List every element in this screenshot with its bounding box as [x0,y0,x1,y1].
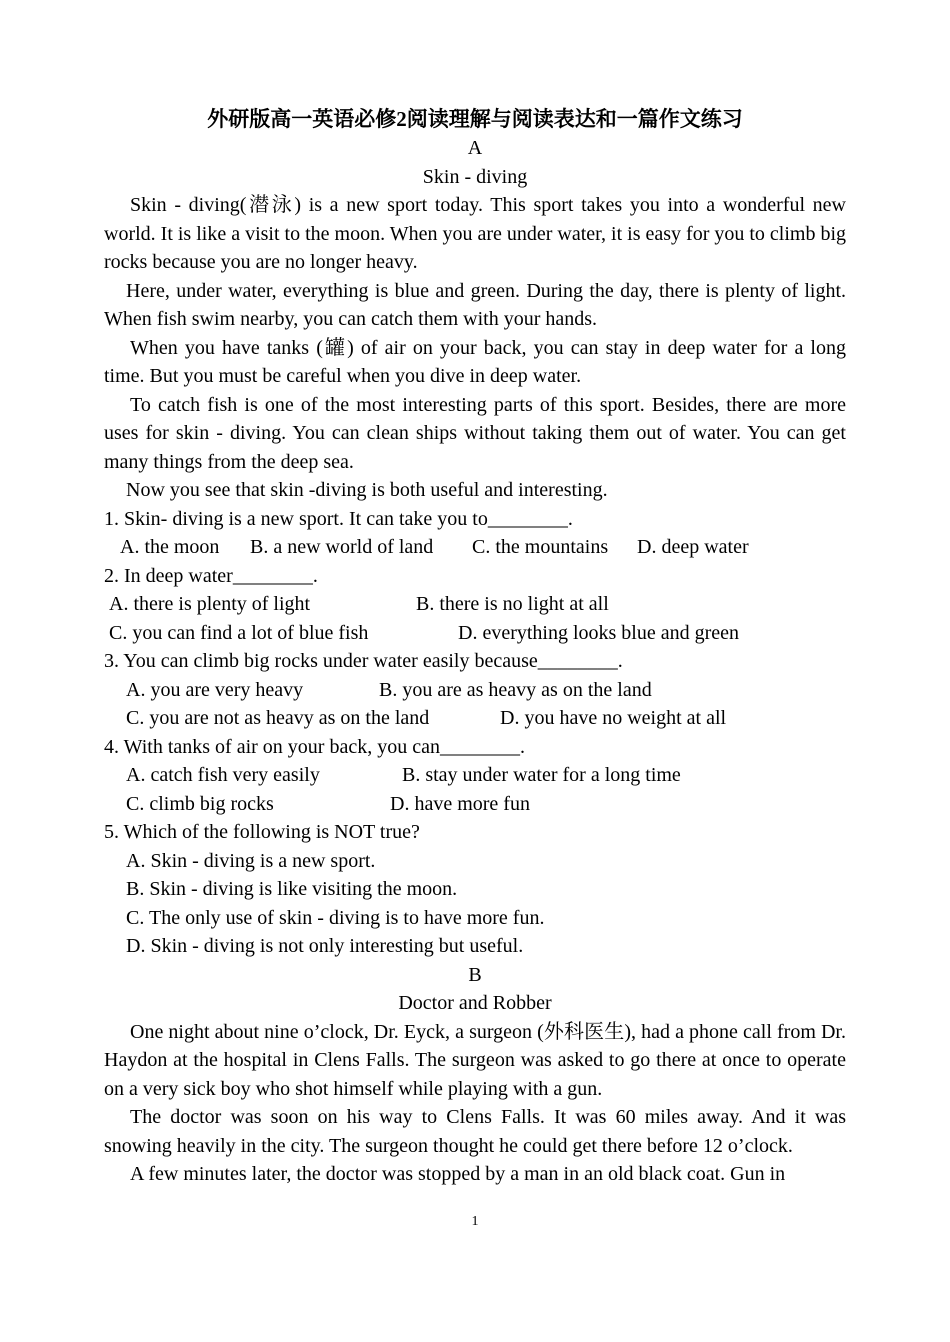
option-d: D. you have no weight at all [500,707,727,729]
option-b: B. you are as heavy as on the land [379,678,652,701]
option-d: D. Skin - diving is not only interesting but useful. [126,935,524,957]
question-options [104,790,846,819]
question-options [104,619,846,648]
option-a: A. there is plenty of light [109,593,311,615]
passage-b-paragraph: A few minutes later, the doctor was stopped by a man in an old black coat. Gun in [130,1163,786,1185]
option-a: A. you are very heavy [126,678,304,701]
option-c: C. you are not as heavy as on the land [126,707,430,729]
question-stem: 5. Which of the following is NOT true? [104,821,420,843]
question-options [104,533,846,562]
question-option [104,847,846,876]
question-option [104,932,846,961]
section-a-title: Skin - diving [422,165,528,188]
question-options [104,590,846,619]
page-number: 1 [471,1214,479,1229]
passage-a-paragraph: Now you see that skin -diving is both useful and interesting. [126,479,608,501]
option-a: A. the moon [120,536,220,558]
option-c: C. climb big rocks [126,792,274,815]
option-a: A. Skin - diving is a new sport. [126,849,376,872]
question-options [104,704,846,733]
question-options [104,676,846,705]
passage-a-paragraph: To catch fish is one of the most interesting parts of this sport. Besides, there are more uses for skin - diving. You can clean ships without taking them out of water. You can get many things from the deep sea. [104,393,846,473]
option-b: B. a new world of land [250,536,434,558]
option-d: D. everything looks blue and green [458,621,740,644]
section-b-letter: B [468,963,482,986]
section-a-letter: A [467,137,483,159]
question-stem: 2. In deep water________. [104,564,318,587]
document-title: 外研版高一英语必修2阅读理解与阅读表达和一篇作文练习 [207,107,743,131]
option-c: C. The only use of skin - diving is to have more fun. [126,906,545,929]
question-option [104,904,846,933]
question-stem: 4. With tanks of air on your back, you can________. [104,735,525,758]
question-options [104,761,846,790]
passage-b-paragraph: One night about nine o’clock, Dr. Eyck, a surgeon (外科医生), had a phone call from Dr. Haydon at the hospital in Clens Falls. The surgeon was asked to go there at once to operate on a very sick boy who shot himself while playing with a gun. [104,1020,846,1100]
option-c: C. the mountains [472,536,609,558]
question-stem: 3. You can climb big rocks under water easily because________. [104,650,623,672]
passage-a-paragraph: When you have tanks (罐) of air on your back, you can stay in deep water for a long time. But you must be careful when you dive in deep water. [104,336,846,387]
option-d: D. deep water [637,536,749,558]
question-stem: 1. Skin- diving is a new sport. It can take you to________. [104,507,573,530]
section-b-title: Doctor and Robber [398,992,552,1014]
option-b: B. stay under water for a long time [402,764,681,786]
option-b: B. Skin - diving is like visiting the moon. [126,878,458,900]
option-d: D. have more fun [390,792,530,815]
passage-a-paragraph: Here, under water, everything is blue and green. During the day, there is plenty of light. When fish swim nearby, you can catch them with your hands. [104,279,846,330]
option-c: C. you can find a lot of blue fish [109,621,369,644]
passage-b-paragraph: The doctor was soon on his way to Clens Falls. It was 60 miles away. And it was snowing heavily in the city. The surgeon thought he could get there before 12 o’clock. [104,1106,846,1157]
question-option [104,875,846,904]
document-page [104,104,846,1189]
passage-a-paragraph: Skin - diving(潜泳) is a new sport today. This sport takes you into a wonderful new world. It is like a visit to the moon. When you are under water, it is easy for you to climb big rocks because you are no longer heavy. [104,194,847,273]
option-b: B. there is no light at all [416,593,609,615]
option-a: A. catch fish very easily [126,764,320,786]
